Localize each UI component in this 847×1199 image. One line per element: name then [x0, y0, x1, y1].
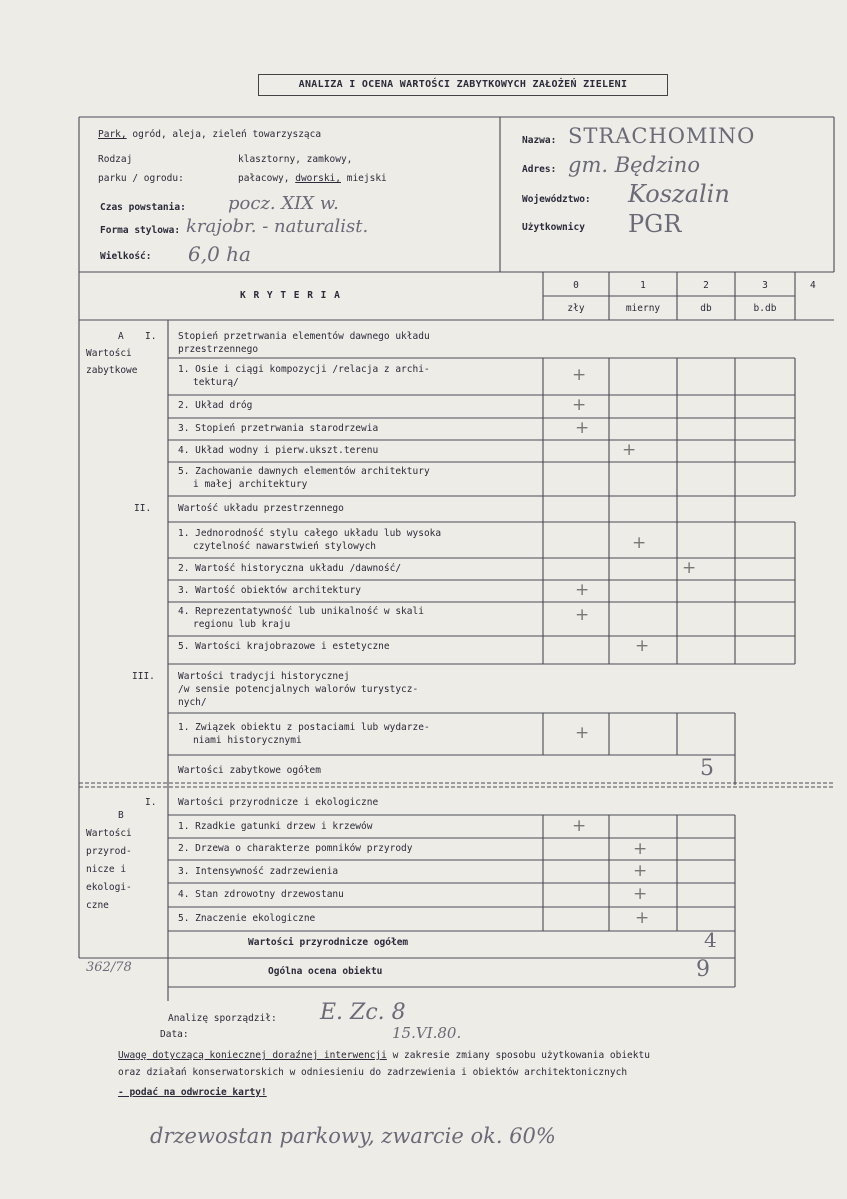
uzyt-value: PGR — [628, 210, 682, 238]
group2-numeral: II. — [134, 503, 152, 514]
score-0-name: zły — [567, 303, 585, 314]
g2-row2-text: 2. Wartość historyczna układu /dawność/ — [178, 563, 402, 574]
date-label: Data: — [160, 1029, 189, 1040]
woj-label: Województwo: — [522, 194, 591, 205]
b-row4-text: 4. Stan zdrowotny drzewostanu — [178, 889, 344, 900]
b-row4-mark: + — [633, 884, 648, 904]
note-line-1 — [118, 1050, 650, 1061]
g1-row3-text: 3. Stopień przetrwania starodrzewia — [178, 423, 379, 434]
group1-heading-2: przestrzennego — [178, 344, 259, 355]
rodzaj-label: Rodzaj — [98, 154, 133, 165]
section-a-total-value: 5 — [700, 756, 714, 781]
g1-row1-text-2: tekturą/ — [193, 377, 239, 388]
page-title: ANALIZA I OCENA WARTOŚCI ZABYTKOWYCH ZAŁOŻEŃ ZIELENI — [258, 74, 668, 96]
g3-row1-text-1: 1. Związek obiektu z postaciami lub wydarze- — [178, 722, 430, 733]
kind-urban: miejski — [346, 173, 387, 184]
nazwa-label: Nazwa: — [522, 135, 557, 146]
adres-label: Adres: — [522, 164, 557, 175]
b-row1-mark: + — [572, 816, 587, 836]
score-3-num: 3 — [762, 280, 768, 291]
side-number: 362/78 — [86, 960, 132, 975]
b-row3-mark: + — [633, 861, 648, 881]
g1-row2-mark: + — [572, 395, 587, 415]
note-line-3: - podać na odwrocie karty! — [118, 1087, 267, 1098]
signature: E. Zc. 8 — [320, 1000, 406, 1025]
group3-heading-1: Wartości tradycji historycznej — [178, 671, 350, 682]
group3-heading-2: /w sensie potencjalnych walorów turystycz- — [178, 684, 419, 695]
section-b-name-5: czne — [86, 900, 109, 911]
section-b-name-2: przyrod- — [86, 846, 132, 857]
wielkosc-label: Wielkość: — [100, 251, 152, 262]
section-a-group1-numeral: I. — [145, 331, 157, 342]
note-rest: w zakresie zmiany sposobu użytkowania obiektu — [392, 1050, 650, 1061]
note-line-2: oraz działań konserwatorskich w odniesieniu do zadrzewienia i obiektów architektonicznych — [118, 1067, 628, 1078]
section-b-letter: B — [118, 810, 124, 821]
note-underlined: Uwagę dotyczącą koniecznej doraźnej interwencji — [118, 1050, 387, 1061]
handwritten-note: drzewostan parkowy, zwarcie ok. 60% — [150, 1124, 556, 1148]
overall-value: 9 — [696, 957, 710, 982]
g2-row1-mark: + — [632, 533, 647, 553]
score-1-num: 1 — [640, 280, 646, 291]
g2-row4-mark: + — [575, 605, 590, 625]
g2-row2-mark: + — [682, 558, 697, 578]
overall-label: Ogólna ocena obiektu — [268, 966, 383, 977]
prepared-label: Analizę sporządził: — [168, 1013, 277, 1024]
forma-label: Forma stylowa: — [100, 225, 181, 236]
section-b-numeral: I. — [145, 797, 157, 808]
wielkosc-value: 6,0 ha — [188, 242, 251, 266]
woj-value: Koszalin — [628, 180, 730, 208]
section-a-letter: A — [118, 331, 124, 342]
b-row2-text: 2. Drzewa o charakterze pomników przyrody — [178, 843, 413, 854]
nazwa-value: STRACHOMINO — [568, 124, 756, 148]
czas-label: Czas powstania: — [100, 202, 186, 213]
b-row1-text: 1. Rzadkie gatunki drzew i krzewów — [178, 821, 373, 832]
score-2-name: db — [700, 303, 712, 314]
score-2-num: 2 — [703, 280, 709, 291]
g3-row1-mark: + — [575, 723, 590, 743]
b-row5-mark: + — [635, 908, 650, 928]
section-b-name-4: ekologi- — [86, 882, 132, 893]
section-b-heading: Wartości przyrodnicze i ekologiczne — [178, 797, 379, 808]
czas-value: pocz. XIX w. — [228, 193, 339, 214]
g2-row1-text-1: 1. Jednorodność stylu całego układu lub wysoka — [178, 528, 442, 539]
score-1-name: mierny — [625, 303, 661, 314]
b-row3-text: 3. Intensywność zadrzewienia — [178, 866, 339, 877]
g2-row3-text: 3. Wartość obiektów architektury — [178, 585, 362, 596]
kinds-line-1: klasztorny, zamkowy, — [238, 154, 353, 165]
g1-row5-text-1: 5. Zachowanie dawnych elementów architektury — [178, 466, 430, 477]
g1-row5-text-2: i małej architektury — [193, 479, 308, 490]
section-a-name-2: zabytkowe — [86, 365, 138, 376]
group3-numeral: III. — [132, 671, 155, 682]
parku-label: parku / ogrodu: — [98, 173, 184, 184]
g1-row4-mark: + — [622, 440, 637, 460]
garden-type-options: ogród, aleja, zieleń towarzysząca — [132, 129, 322, 140]
g2-row4-text-1: 4. Reprezentatywność lub unikalność w skali — [178, 606, 424, 617]
section-b-name-1: Wartości — [86, 828, 132, 839]
section-b-total-value: 4 — [704, 928, 717, 952]
score-0-num: 0 — [573, 280, 579, 291]
section-a-name-1: Wartości — [86, 348, 132, 359]
group3-heading-3: nych/ — [178, 697, 207, 708]
section-a-total-label: Wartości zabytkowe ogółem — [178, 765, 321, 776]
group1-heading-1: Stopień przetrwania elementów dawnego układu — [178, 331, 430, 342]
uzyt-label: Użytkownicy — [522, 222, 585, 233]
criteria-label: K R Y T E R I A — [240, 290, 341, 301]
park-option: Park, — [98, 129, 127, 140]
g1-row4-text: 4. Układ wodny i pierw.ukszt.terenu — [178, 445, 379, 456]
g3-row1-text-2: niami historycznymi — [193, 735, 302, 746]
g2-row5-text: 5. Wartości krajobrazowe i estetyczne — [178, 641, 390, 652]
kind-manor: dworski, — [295, 173, 341, 184]
g2-row4-text-2: regionu lub kraju — [193, 619, 291, 630]
score-3-name: b.db — [753, 303, 777, 314]
kinds-line-2 — [238, 173, 387, 184]
forma-value: krajobr. - naturalist. — [186, 216, 369, 237]
garden-type-line — [98, 129, 321, 140]
score-4-num: 4 — [810, 280, 816, 291]
b-row2-mark: + — [633, 839, 648, 859]
g2-row3-mark: + — [575, 580, 590, 600]
g2-row5-mark: + — [635, 636, 650, 656]
b-row5-text: 5. Znaczenie ekologiczne — [178, 913, 316, 924]
g1-row1-text-1: 1. Osie i ciągi kompozycji /relacja z archi- — [178, 364, 430, 375]
section-b-total-label: Wartości przyrodnicze ogółem — [248, 937, 409, 948]
g2-row1-text-2: czytelność nawarstwień stylowych — [193, 541, 377, 552]
g1-row1-mark: + — [572, 365, 587, 385]
section-b-name-3: nicze i — [86, 864, 127, 875]
g1-row2-text: 2. Układ dróg — [178, 400, 253, 411]
group2-heading: Wartość układu przestrzennego — [178, 503, 344, 514]
kind-palace: pałacowy, — [238, 173, 290, 184]
g1-row3-mark: + — [575, 418, 590, 438]
date-value: 15.VI.80. — [392, 1024, 462, 1042]
adres-value: gm. Będzino — [568, 153, 700, 177]
